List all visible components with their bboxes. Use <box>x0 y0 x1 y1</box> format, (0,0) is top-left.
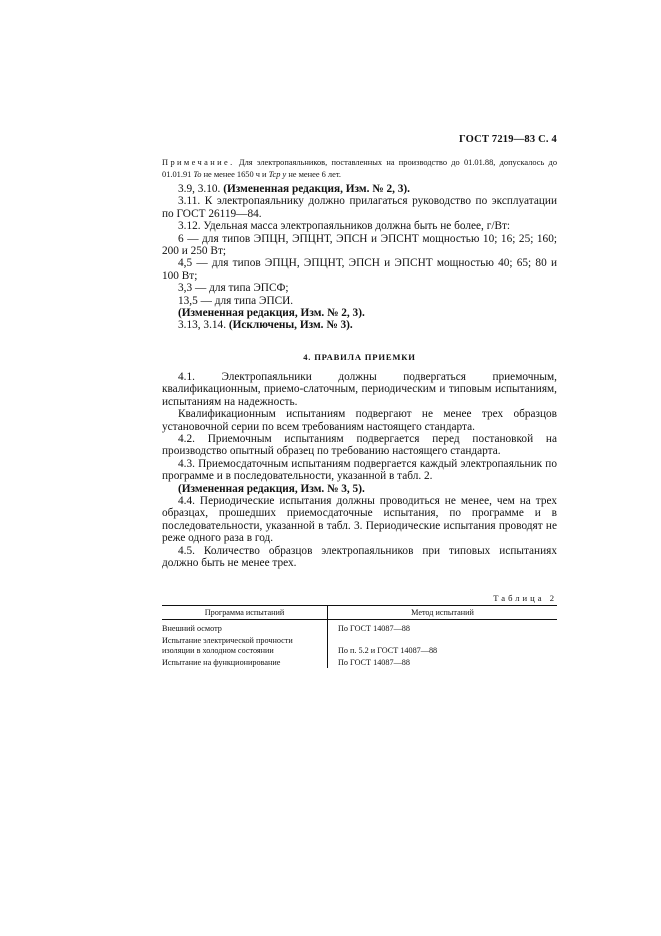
clause-3-13 <box>162 319 557 331</box>
clause-3-9 <box>162 183 557 195</box>
page-header: ГОСТ 7219—83 С. 4 <box>458 134 557 145</box>
row-3-method: По ГОСТ 14087—88 <box>338 658 410 667</box>
clause-3-11: 3.11. К электропаяльнику должно прилагаться руководство по эксплуатации по ГОСТ 26119—84. <box>162 195 557 220</box>
header-program: Программа испытаний <box>162 606 328 620</box>
section-4-text <box>162 371 557 570</box>
section-3-text <box>162 183 557 332</box>
clause-4-4: 4.4. Периодические испытания должны проводиться не менее, чем на трех образцах, прошедших приемосдаточные испытания, по программе и в последовательности, указанной в табл. 3. Периодические испытания проводят не реже одного раза в год. <box>162 495 557 545</box>
table-caption: Таблица 2 <box>493 593 557 603</box>
row-2-program: Испытание электрической прочности изоляции в холодном состоянии <box>162 634 328 656</box>
note-text-1: Для электропаяльников, поставленных на производство до 01.01.88, допускалось до 01.01.91 <box>162 158 558 179</box>
amendment-2-3: (Измененная редакция, Изм. № 2, 3). <box>178 307 365 320</box>
note-text-3: не менее 6 лет. <box>288 169 341 179</box>
mass-item-2: 4,5 — для типов ЭПЦН, ЭПЦНТ, ЭПСН и ЭПСНТ мощностью 40; 65; 80 и 100 Вт; <box>162 257 557 282</box>
clause-3-13-number: 3.13, 3.14. <box>178 319 227 332</box>
clause-3-9-amendment: (Измененная редакция, Изм. № 2, 3). <box>223 183 410 195</box>
table-row <box>162 634 557 656</box>
row-3-program: Испытание на функционирование <box>162 656 328 668</box>
note-label: Примечание. <box>162 158 235 167</box>
amendment-3-5: (Измененная редакция, Изм. № 3, 5). <box>178 482 365 495</box>
note-tcpy: Tcp y <box>268 169 287 179</box>
clause-3-9-number: 3.9, 3.10. <box>178 183 221 195</box>
note-t0: To <box>193 169 202 179</box>
clause-4-2: 4.2. Приемочным испытаниям подвергается перед постановкой на производство опытный образец по требованию настоящего стандарта. <box>162 433 557 458</box>
clause-4-5: 4.5. Количество образцов электропаяльников при типовых испытаниях должно быть не менее трех. <box>162 544 557 570</box>
header-method: Метод испытаний <box>328 606 558 620</box>
table-row <box>162 656 557 668</box>
row-1-method: По ГОСТ 14087—88 <box>338 624 410 633</box>
row-2-method: По п. 5.2 и ГОСТ 14087—88 <box>338 646 438 655</box>
clause-4-3: 4.3. Приемосдаточным испытаниям подвергается каждый электропаяльник по программе и в последовательности, указанной в табл. 2. <box>162 457 557 483</box>
mass-item-1: 6 — для типов ЭПЦН, ЭПЦНТ, ЭПСН и ЭПСНТ мощностью 10; 16; 25; 160; 200 и 250 Вт; <box>162 232 557 258</box>
test-program-table <box>162 605 557 668</box>
section-4-heading: 4. ПРАВИЛА ПРИЕМКИ <box>303 352 416 362</box>
row-1-program: Внешний осмотр <box>162 620 328 635</box>
clause-4-1: 4.1. Электропаяльники должны подвергаться приемочным, квалификационным, приемо-слаточным, периодическим и типовым испытаниям, испытаниям на надежность. <box>162 371 557 408</box>
mass-item-3: 3,3 — для типа ЭПСФ; <box>178 282 289 295</box>
note-block <box>162 157 557 180</box>
clause-4-1-b: Квалификационным испытаниям подвергают не менее трех образцов установочной серии по всем требованиям настоящего стандарта. <box>162 408 557 433</box>
clause-3-12: 3.12. Удельная масса электропаяльников должна быть не более, г/Вт: <box>178 220 511 233</box>
mass-item-4: 13,5 — для типа ЭПСИ. <box>178 294 294 307</box>
clause-3-13-amendment: (Исключены, Изм. № 3). <box>228 319 353 332</box>
note-text-2: не менее 1650 ч и <box>203 169 267 179</box>
table-header-row <box>162 606 557 620</box>
table-row <box>162 620 557 635</box>
